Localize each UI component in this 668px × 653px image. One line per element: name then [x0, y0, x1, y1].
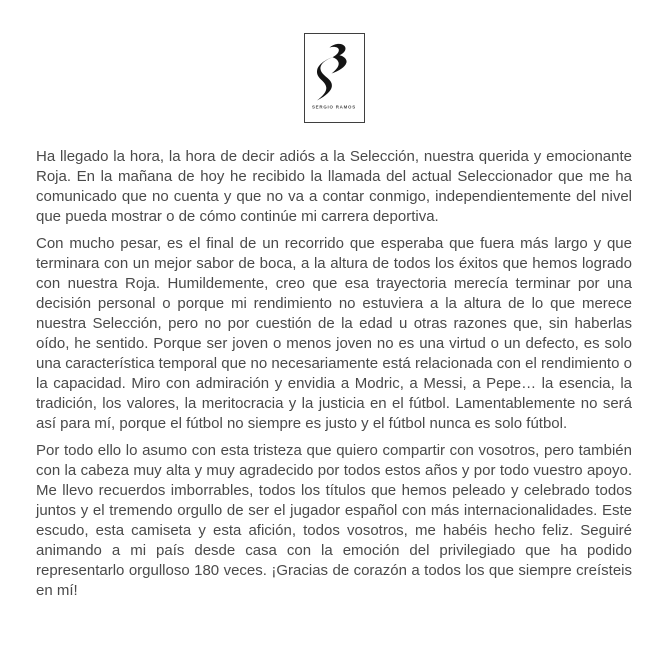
sergio-ramos-logo: [304, 33, 365, 123]
statement-text: [0, 147, 668, 601]
logo-caption: SERGIO RAMOS: [312, 104, 356, 110]
paragraph-2: Con mucho pesar, es el final de un recorrido que esperaba que fuera más largo y que terminara con un mejor sabor de boca, a la altura de todos los éxitos que hemos logrado con nuestra Roja. Humildemente, creo que esa trayectoria merecía terminar por una decisión personal o porque mi rendimiento no estuviera a la altura de lo que merece nuestra Selección, pero no por cuestión de la edad u otras razones que, sin haberlas oído, he sentido. Porque ser joven o menos joven no es una virtud o un defecto, es solo una característica temporal que no necesariamente está relacionada con el rendimiento o la capacidad. Miro con admiración y envidia a Modric, a Messi, a Pepe… la esencia, la tradición, los valores, la meritocracia y la justicia en el fútbol. Lamentablemente no será así para mí, porque el fútbol no siempre es justo y el fútbol nunca es solo fútbol.: [36, 235, 632, 432]
sr-monogram-icon: [314, 43, 354, 101]
paragraph-3: Por todo ello lo asumo con esta tristeza que quiero compartir con vosotros, pero también con la cabeza muy alta y muy agradecido por todos estos años y por todo vuestro apoyo. Me llevo recuerdos imborrables, todos los títulos que hemos peleado y celebrado todos juntos y el tremendo orgullo de ser el jugador español con más internacionalidades. Este escudo, esta camiseta y esta afición, todos vosotros, me habéis hecho feliz. Seguiré animando a mi país desde casa con la emoción del privilegiado que ha podido representarlo orgulloso 180 veces. ¡Gracias de corazón a todos los que siempre creísteis en mí!: [36, 442, 632, 599]
statement-page: [0, 33, 668, 653]
paragraph-1: Ha llegado la hora, la hora de decir adiós a la Selección, nuestra querida y emocionante Roja. En la mañana de hoy he recibido la llamada del actual Seleccionador que me ha comunicado que no cuenta y que no va a contar conmigo, independientemente del nivel que pueda mostrar o de cómo continúe mi carrera deportiva.: [36, 148, 632, 225]
